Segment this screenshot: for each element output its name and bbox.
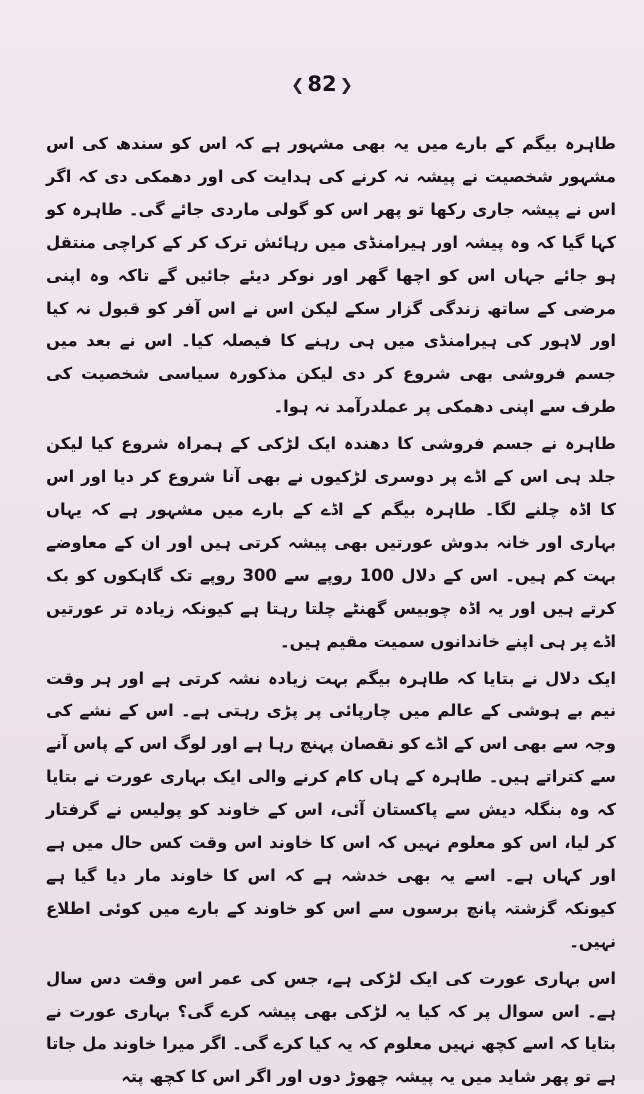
left-ornament-icon: ❮ xyxy=(290,74,305,94)
paragraph: ایک دلال نے بتایا کہ طاہرہ بیگم بہت زیادہ نشہ کرتی ہے اور ہر وقت نیم بے ہوشی کے عالم میں چارپائی پر پڑی رہتی ہے۔ اس کے نشے کی وجہ سے بھی اس کے اڈے کو نقصان پہنچ رہا ہے اور لوگ اس کے پاس آنے سے کتراتے ہیں۔ طاہرہ کے ہاں کام کرنے والی ایک بہاری عورت نے بتایا کہ وہ بنگلہ دیش سے پاکستان آئی، اس کے خاوند کو پولیس نے گرفتار کر لیا، اس کو معلوم نہیں کہ اس کا خاوند اس وقت کس حال میں ہے اور کہاں ہے۔ اسے یہ بھی خدشہ ہے کہ اس کا خاوند مار دیا گیا ہے کیونکہ گزشتہ پانچ برسوں سے اس کو خاوند کے بارے میں کوئی اطلاع نہیں۔ xyxy=(46,668,616,951)
page-number-header xyxy=(0,72,644,96)
paragraph: طاہرہ نے جسم فروشی کا دھندہ ایک لڑکی کے ہمراہ شروع کیا لیکن جلد ہی اس کے اڈے پر دوسری لڑکیوں نے بھی آنا شروع کر دیا اور اس کا اڈہ چلنے لگا۔ طاہرہ بیگم کے اڈے کے بارے میں مشہور ہے کہ یہاں بہاری اور خانہ بدوش عورتیں بھی پیشہ کرتی ہیں اور ان کے معاوضے بہت کم ہیں۔ اس کے دلال 100 روپے سے 300 روپے تک گاہکوں کو بک کرتے ہیں اور یہ اڈہ چوبیس گھنٹے چلتا رہتا ہے کیونکہ زیادہ تر عورتیں اڈے پر ہی اپنے خاندانوں سمیت مقیم ہیں۔ xyxy=(46,434,616,651)
page-number: 82 xyxy=(307,72,337,96)
right-ornament-icon: ❯ xyxy=(339,74,354,94)
page-body-text xyxy=(46,128,616,1094)
paragraph: اس بہاری عورت کی ایک لڑکی ہے، جس کی عمر اس وقت دس سال ہے۔ اس سوال پر کہ کیا یہ لڑکی بھی پیشہ کرے گی؟ بہاری عورت نے بتایا کہ اسے کچھ نہیں معلوم کہ یہ کیا کرے گی۔ اگر میرا خاوند مل جاتا ہے تو پھر شاید میں یہ پیشہ چھوڑ دوں اور اگر اس کا کچھ پتہ xyxy=(46,968,616,1087)
paragraph: طاہرہ بیگم کے بارے میں یہ بھی مشہور ہے کہ اس کو سندھ کی اس مشہور شخصیت نے پیشہ نہ کرنے کی ہدایت کی اور دھمکی دی کہ اگر اس نے پیشہ جاری رکھا تو پھر اس کو گولی ماردی جائے گی۔ طاہرہ کو کہا گیا کہ وہ پیشہ اور ہیرامنڈی میں رہائش ترک کر کے کراچی منتقل ہو جائے جہاں اس کو اچھا گھر اور نوکر دیئے جائیں گے تاکہ وہ اپنی مرضی کے ساتھ زندگی گزار سکے لیکن اس نے اس آفر کو قبول نہ کیا اور لاہور کی ہیرامنڈی میں ہی رہنے کا فیصلہ کیا۔ اس نے بعد میں جسم فروشی بھی شروع کر دی لیکن مذکورہ سیاسی شخصیت کی طرف سے اپنی دھمکی پر عملدرآمد نہ ہوا۔ xyxy=(46,134,616,417)
